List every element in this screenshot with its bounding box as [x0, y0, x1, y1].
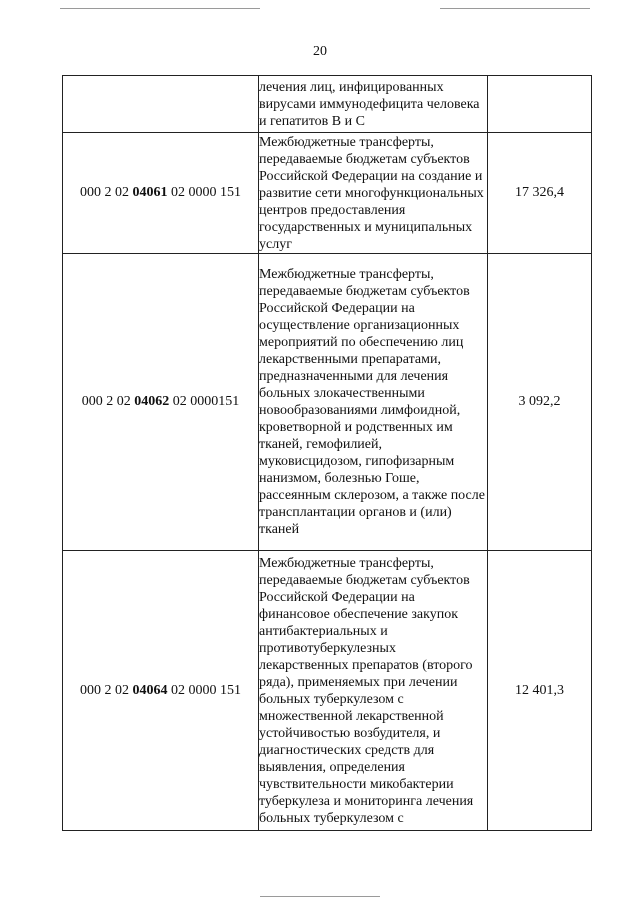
table-row	[63, 76, 592, 133]
page-number: 20	[313, 44, 327, 59]
table-row	[63, 551, 592, 831]
scan-artifact-line	[440, 8, 590, 9]
code-suffix: 02 0000 151	[167, 185, 241, 200]
amount-cell: 3 092,2	[488, 254, 592, 551]
description-cell: Межбюджетные трансферты, передаваемые бюджетам субъектов Российской Федерации на финансовое обеспечение закупок антибактериальных и противотуберкулезных лекарственных препаратов (второго ряда), применяемых при лечении больных туберкулезом с множественной лекарственной устойчивостью возбудителя, и диагностических средств для выявления, определения чувствительности микобактерии туберкулеза и мониторинга лечения больных туберкулезом с	[259, 551, 488, 831]
amount-cell	[488, 76, 592, 133]
code-suffix: 02 0000151	[169, 394, 240, 409]
budget-table	[62, 75, 592, 831]
amount-cell: 12 401,3	[488, 551, 592, 831]
scan-artifact-line	[60, 8, 260, 9]
table-row	[63, 254, 592, 551]
code-bold-part: 04064	[132, 682, 168, 698]
code-prefix: 000 2 02	[80, 185, 133, 200]
code-prefix: 000 2 02	[81, 394, 135, 409]
code-bold-part: 04061	[132, 185, 168, 200]
table-row	[63, 133, 592, 254]
budget-code-cell	[63, 76, 259, 133]
budget-code-cell	[63, 254, 259, 551]
amount-cell: 17 326,4	[488, 133, 592, 254]
code-bold-part: 04062	[134, 394, 170, 409]
description-cell: Межбюджетные трансферты, передаваемые бюджетам субъектов Российской Федерации на создание и развитие сети многофункциональных центров предоставления государственных и муниципальных услуг	[259, 133, 488, 254]
code-suffix: 02 0000 151	[167, 682, 241, 698]
description-cell: Межбюджетные трансферты, передаваемые бюджетам субъектов Российской Федерации на осуществление организационных мероприятий по обеспечению лиц лекарственными препаратами, предназначенными для лечения больных злокачественными новообразованиями лимфоидной, кроветворной и родственных им тканей, гемофилией, муковисцидозом, гипофизарным нанизмом, болезнью Гоше, рассеянным склерозом, а также после трансплантации органов и (или) тканей	[259, 254, 488, 551]
scan-artifact-line	[260, 896, 380, 897]
code-prefix: 000 2 02	[80, 682, 133, 698]
description-cell: лечения лиц, инфицированных вирусами иммунодефицита человека и гепатитов В и С	[259, 76, 488, 133]
budget-code-cell	[63, 551, 259, 831]
budget-code-cell	[63, 133, 259, 254]
